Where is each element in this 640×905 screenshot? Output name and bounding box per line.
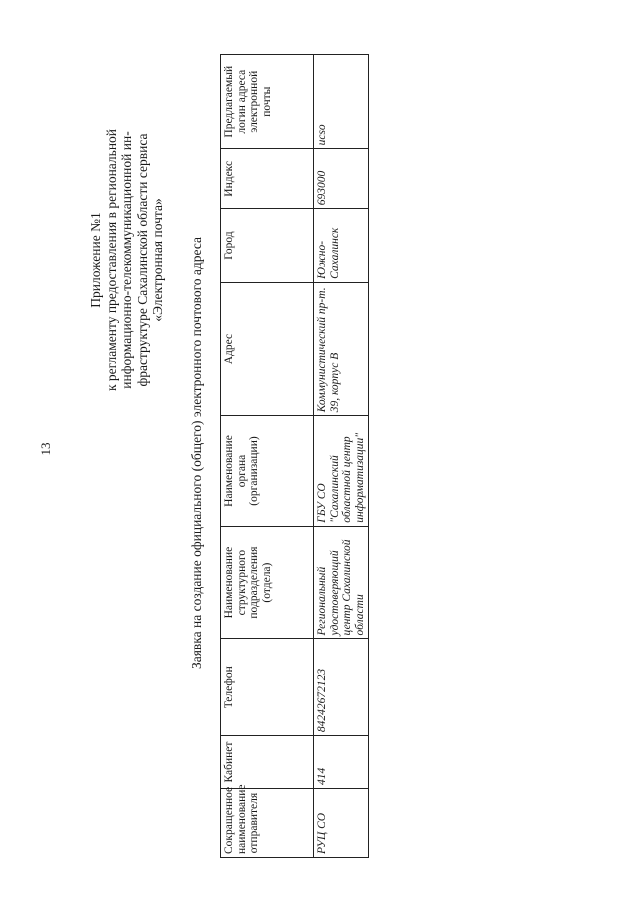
appendix-line: «Электронная почта» <box>150 198 165 322</box>
page-number: 13 <box>38 442 53 456</box>
table-row <box>314 55 369 858</box>
header-index: Индекс <box>221 149 314 209</box>
appendix-block <box>88 62 166 458</box>
header-address: Адрес <box>221 282 314 415</box>
cell-city: Южно-Сахалинск <box>314 209 369 283</box>
appendix-line: фраструктуре Сахалинской области сервиса <box>134 133 150 387</box>
header-city: Город <box>221 209 314 283</box>
header-organization: Наименование органа (организации) <box>221 416 314 526</box>
rotated-document-content <box>82 48 366 858</box>
cell-phone: 84242672123 <box>314 639 369 736</box>
cell-index: 693000 <box>314 149 369 209</box>
form-title: Заявка на создание официального (общего) электронного почтового адреса <box>189 236 204 670</box>
cell-address: Коммунистический пр-т. 39, корпус В <box>314 282 369 415</box>
header-department: Наименование структурного подразделения (отдела) <box>221 526 314 639</box>
table-header-row <box>221 55 314 858</box>
cell-login: ucso <box>314 55 369 149</box>
header-login: Предлагаемый логин адреса электронной почты <box>221 55 314 149</box>
request-table <box>220 54 369 858</box>
header-office: Кабинет <box>221 736 314 789</box>
cell-office: 414 <box>314 736 369 789</box>
appendix-line: к регламенту предоставления в региональной <box>103 128 119 392</box>
header-phone: Телефон <box>221 639 314 736</box>
header-sender-short-name: Сокращенное наименование отправителя <box>221 788 314 857</box>
cell-sender-short-name: РУЦ СО <box>314 788 369 857</box>
appendix-line: информационно-телекоммуникационной ин- <box>119 131 134 389</box>
appendix-title: Приложение №1 <box>88 212 103 308</box>
cell-department: Региональный удостоверяющий центр Сахалинской области <box>314 526 369 639</box>
cell-organization: ГБУ СО "Сахалинский областной центр информатизации" <box>314 416 369 526</box>
